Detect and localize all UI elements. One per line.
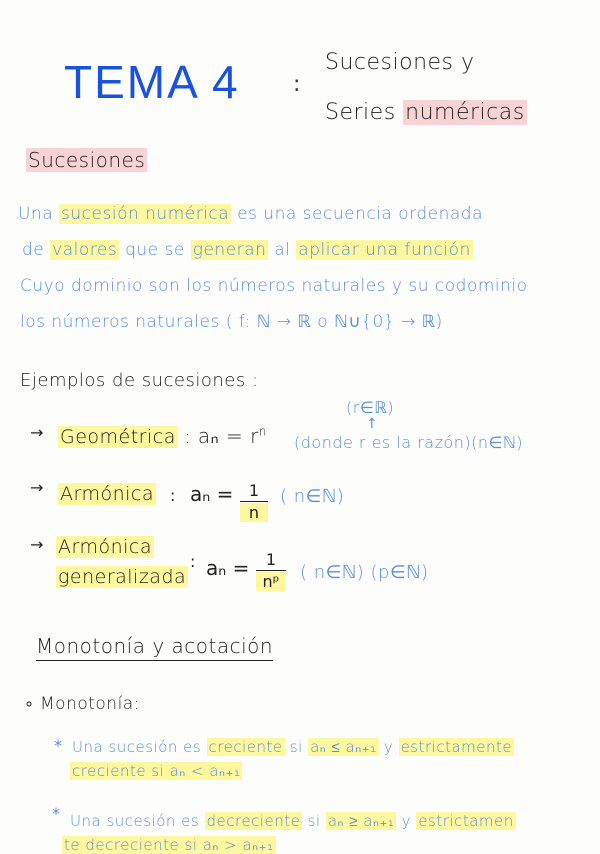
arm-fraction: [240, 481, 268, 522]
title-subtitle-line1: Sucesiones y: [325, 50, 475, 75]
geom-formula: aₙ = r: [197, 424, 259, 448]
mono-text: y: [378, 738, 399, 756]
arm-fraction-denominator: n: [240, 503, 268, 522]
examples-heading: Ejemplos de sucesiones :: [20, 370, 259, 391]
page-title: TEMA 4: [64, 56, 240, 108]
mono-text: Una sucesión es: [72, 738, 207, 756]
geom-formula-exponent: n: [258, 424, 267, 439]
creciente-line-2: [70, 762, 242, 780]
definition-line-3: Cuyo dominio son los números naturales y su codominio: [20, 276, 528, 296]
section-heading-sucesiones-text: Sucesiones: [28, 148, 146, 172]
fraction-bar: [240, 501, 268, 502]
fraction-bar: [256, 570, 286, 571]
def-highlight-sucesion-numerica: sucesión numérica: [61, 204, 230, 224]
gen-formula-lhs: aₙ =: [206, 556, 250, 580]
arm-tail: ( n∈ℕ): [280, 486, 345, 507]
title-subtitle-series: Series: [325, 100, 404, 125]
example-label-generalizada: generalizada: [58, 566, 187, 588]
decreciente-line-2: [62, 836, 276, 854]
mono-text: si: [284, 738, 309, 756]
example-label-geometrica: Geométrica: [60, 426, 176, 448]
star-icon: *: [52, 804, 60, 823]
arrow-right-icon: →: [30, 423, 44, 442]
def-highlight-generan: generan: [192, 240, 267, 260]
example-colon: :: [170, 486, 176, 505]
section-heading-monotonia-text: Monotonía y acotación: [36, 634, 273, 661]
def-text: al: [268, 240, 297, 260]
arm-formula-lhs: aₙ =: [190, 482, 234, 506]
arm-fraction-numerator: 1: [248, 481, 260, 500]
monotonia-heading: Monotonía:: [40, 694, 140, 714]
def-highlight-valores: valores: [52, 240, 118, 260]
star-icon: *: [54, 736, 62, 755]
title-subtitle-numericas: numéricas: [405, 100, 525, 125]
mono-highlight-condition: aₙ ≥ aₙ₊₁: [327, 812, 395, 830]
def-text: es una secuencia ordenada: [231, 204, 483, 224]
mono-highlight-estrictamente: estrictamente: [400, 738, 513, 756]
example-armonica: [58, 483, 156, 505]
creciente-line-1: [72, 738, 514, 756]
section-heading-monotonia: [36, 634, 273, 658]
example-colon: :: [190, 552, 196, 571]
example-label-armonica-gen: Armónica: [58, 536, 153, 558]
mono-highlight-estrictamente-decreciente: te decreciente si aₙ > aₙ₊₁: [64, 836, 274, 854]
title-subtitle-line2: [325, 100, 527, 125]
example-label-armonica: Armónica: [60, 483, 155, 505]
geom-tail: (donde r es la razón)(n∈ℕ): [294, 433, 524, 452]
section-heading-sucesiones: [26, 148, 147, 172]
gen-fraction-numerator: 1: [265, 550, 277, 569]
example-armonica-gen-line1: [56, 536, 154, 558]
mono-text: y: [396, 812, 417, 830]
geom-note-r-in-R: (r∈ℝ): [346, 398, 395, 417]
def-text: Una: [18, 204, 60, 224]
bullet-icon: ∘: [24, 694, 35, 713]
decreciente-line-1: [70, 812, 516, 830]
mono-highlight-condition: aₙ ≤ aₙ₊₁: [310, 738, 377, 756]
gen-fraction-denominator: nᵖ: [256, 572, 286, 591]
geom-up-arrow-icon: ↑: [366, 416, 378, 432]
def-text: que se: [119, 240, 191, 260]
definition-line-1: [18, 204, 483, 224]
title-colon: :: [293, 72, 301, 97]
def-text: de: [22, 240, 51, 260]
mono-text: Una sucesión es: [70, 812, 205, 830]
mono-text: si: [302, 812, 326, 830]
example-armonica-gen-line2: [56, 566, 188, 588]
example-geometrica: [58, 424, 267, 448]
mono-highlight-estrictamente-creciente: creciente si aₙ < aₙ₊₁: [72, 762, 241, 780]
definition-line-2: [22, 240, 473, 260]
def-highlight-aplicar-funcion: aplicar una función: [298, 240, 471, 260]
arrow-right-icon: →: [30, 478, 44, 497]
definition-line-4: los números naturales ( f: ℕ → ℝ o ℕ∪{0} → ℝ): [20, 312, 443, 332]
arrow-right-icon: →: [30, 535, 44, 554]
mono-highlight-creciente: creciente: [208, 738, 283, 756]
mono-highlight-decreciente: decreciente: [206, 812, 301, 830]
mono-highlight-estrictamente: estrictamen: [418, 812, 514, 830]
gen-fraction: [256, 550, 286, 591]
gen-tail: ( n∈ℕ) (p∈ℕ): [300, 562, 429, 583]
example-colon: :: [184, 426, 192, 448]
